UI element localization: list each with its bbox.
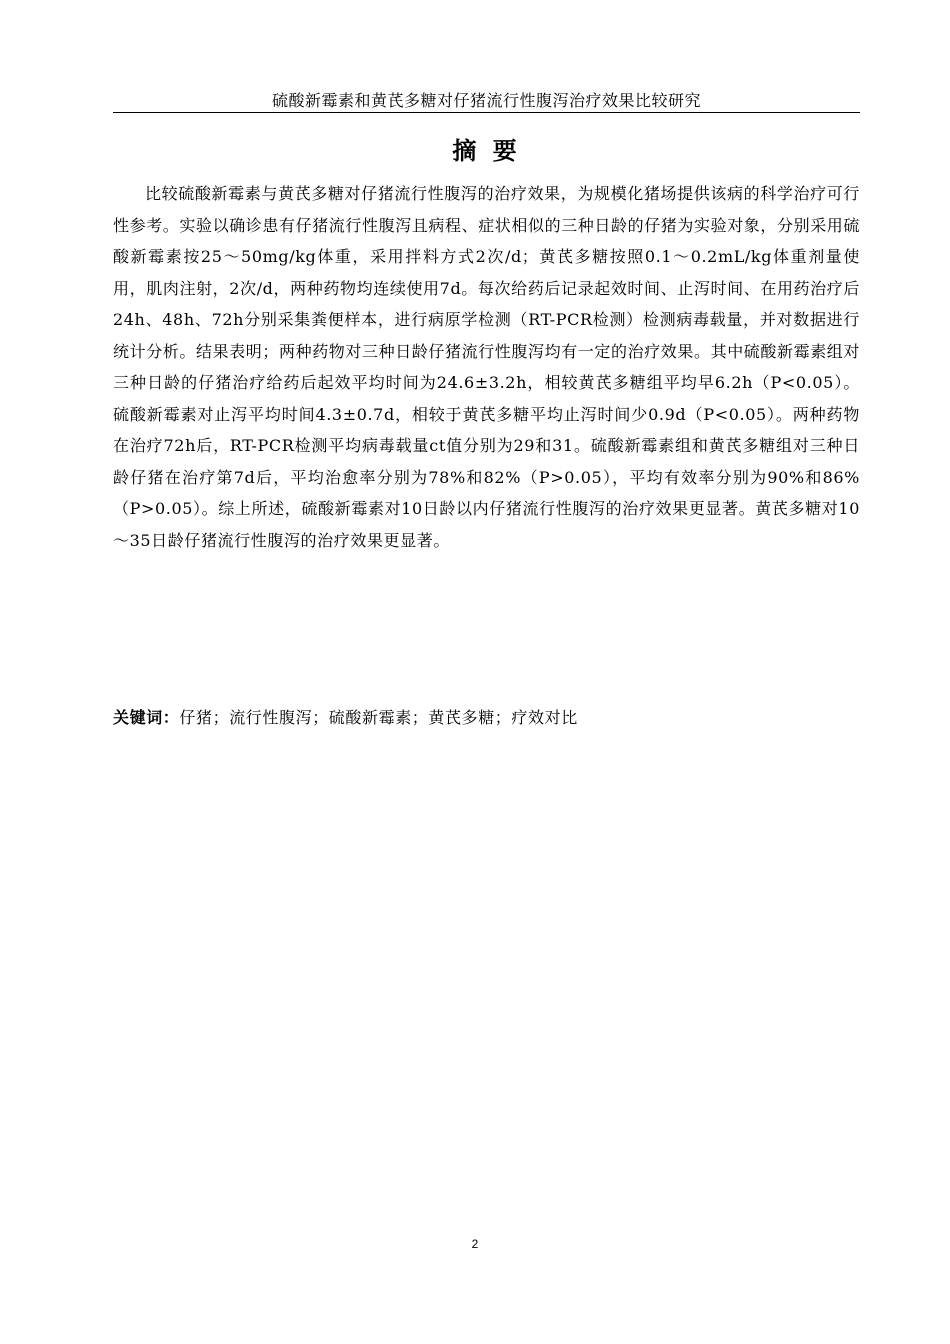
keywords-line [113,705,860,731]
running-header-title: 硫酸新霉素和黄芪多糖对仔猪流行性腹泻治疗效果比较研究 [271,91,701,110]
header-divider [113,112,860,113]
page-number: 2 [471,1237,479,1251]
keywords-label: 关键词： [113,708,180,727]
keywords-text: 仔猪；流行性腹泻；硫酸新霉素；黄芪多糖；疗效对比 [179,708,578,727]
abstract-body: 比较硫酸新霉素与黄芪多糖对仔猪流行性腹泻的治疗效果，为规模化猪场提供该病的科学治疗可行性参考。实验以确诊患有仔猪流行性腹泻且病程、症状相似的三种日龄的仔猪为实验对象，分别采用硫酸新霉素按25～50mg/kg体重，采用拌料方式2次/d；黄芪多糖按照0.1～0.2mL/kg体重剂量使用，肌肉注射，2次/d，两种药物均连续使用7d。每次给药后记录起效时间、止泻时间、在用药治疗后24h、48h、72h分别采集粪便样本，进行病原学检测（RT-PCR检测）检测病毒载量，并对数据进行统计分析。结果表明；两种药物对三种日龄仔猪流行性腹泻均有一定的治疗效果。其中硫酸新霉素组对三种日龄的仔猪治疗给药后起效平均时间为24.6±3.2h，相较黄芪多糖组平均早6.2h（P<0.05）。硫酸新霉素对止泻平均时间4.3±0.7d，相较于黄芪多糖平均止泻时间少0.9d（P<0.05）。两种药物在治疗72h后，RT-PCR检测平均病毒载量ct值分别为29和31。硫酸新霉素组和黄芪多糖组对三种日龄仔猪在治疗第7d后，平均治愈率分别为78%和82%（P>0.05），平均有效率分别为90%和86%（P>0.05）。综上所述，硫酸新霉素对10日龄以内仔猪流行性腹泻的治疗效果更显著。黄芪多糖对10～35日龄仔猪流行性腹泻的治疗效果更显著。 [113,184,861,550]
abstract-title: 摘 要 [452,137,521,165]
